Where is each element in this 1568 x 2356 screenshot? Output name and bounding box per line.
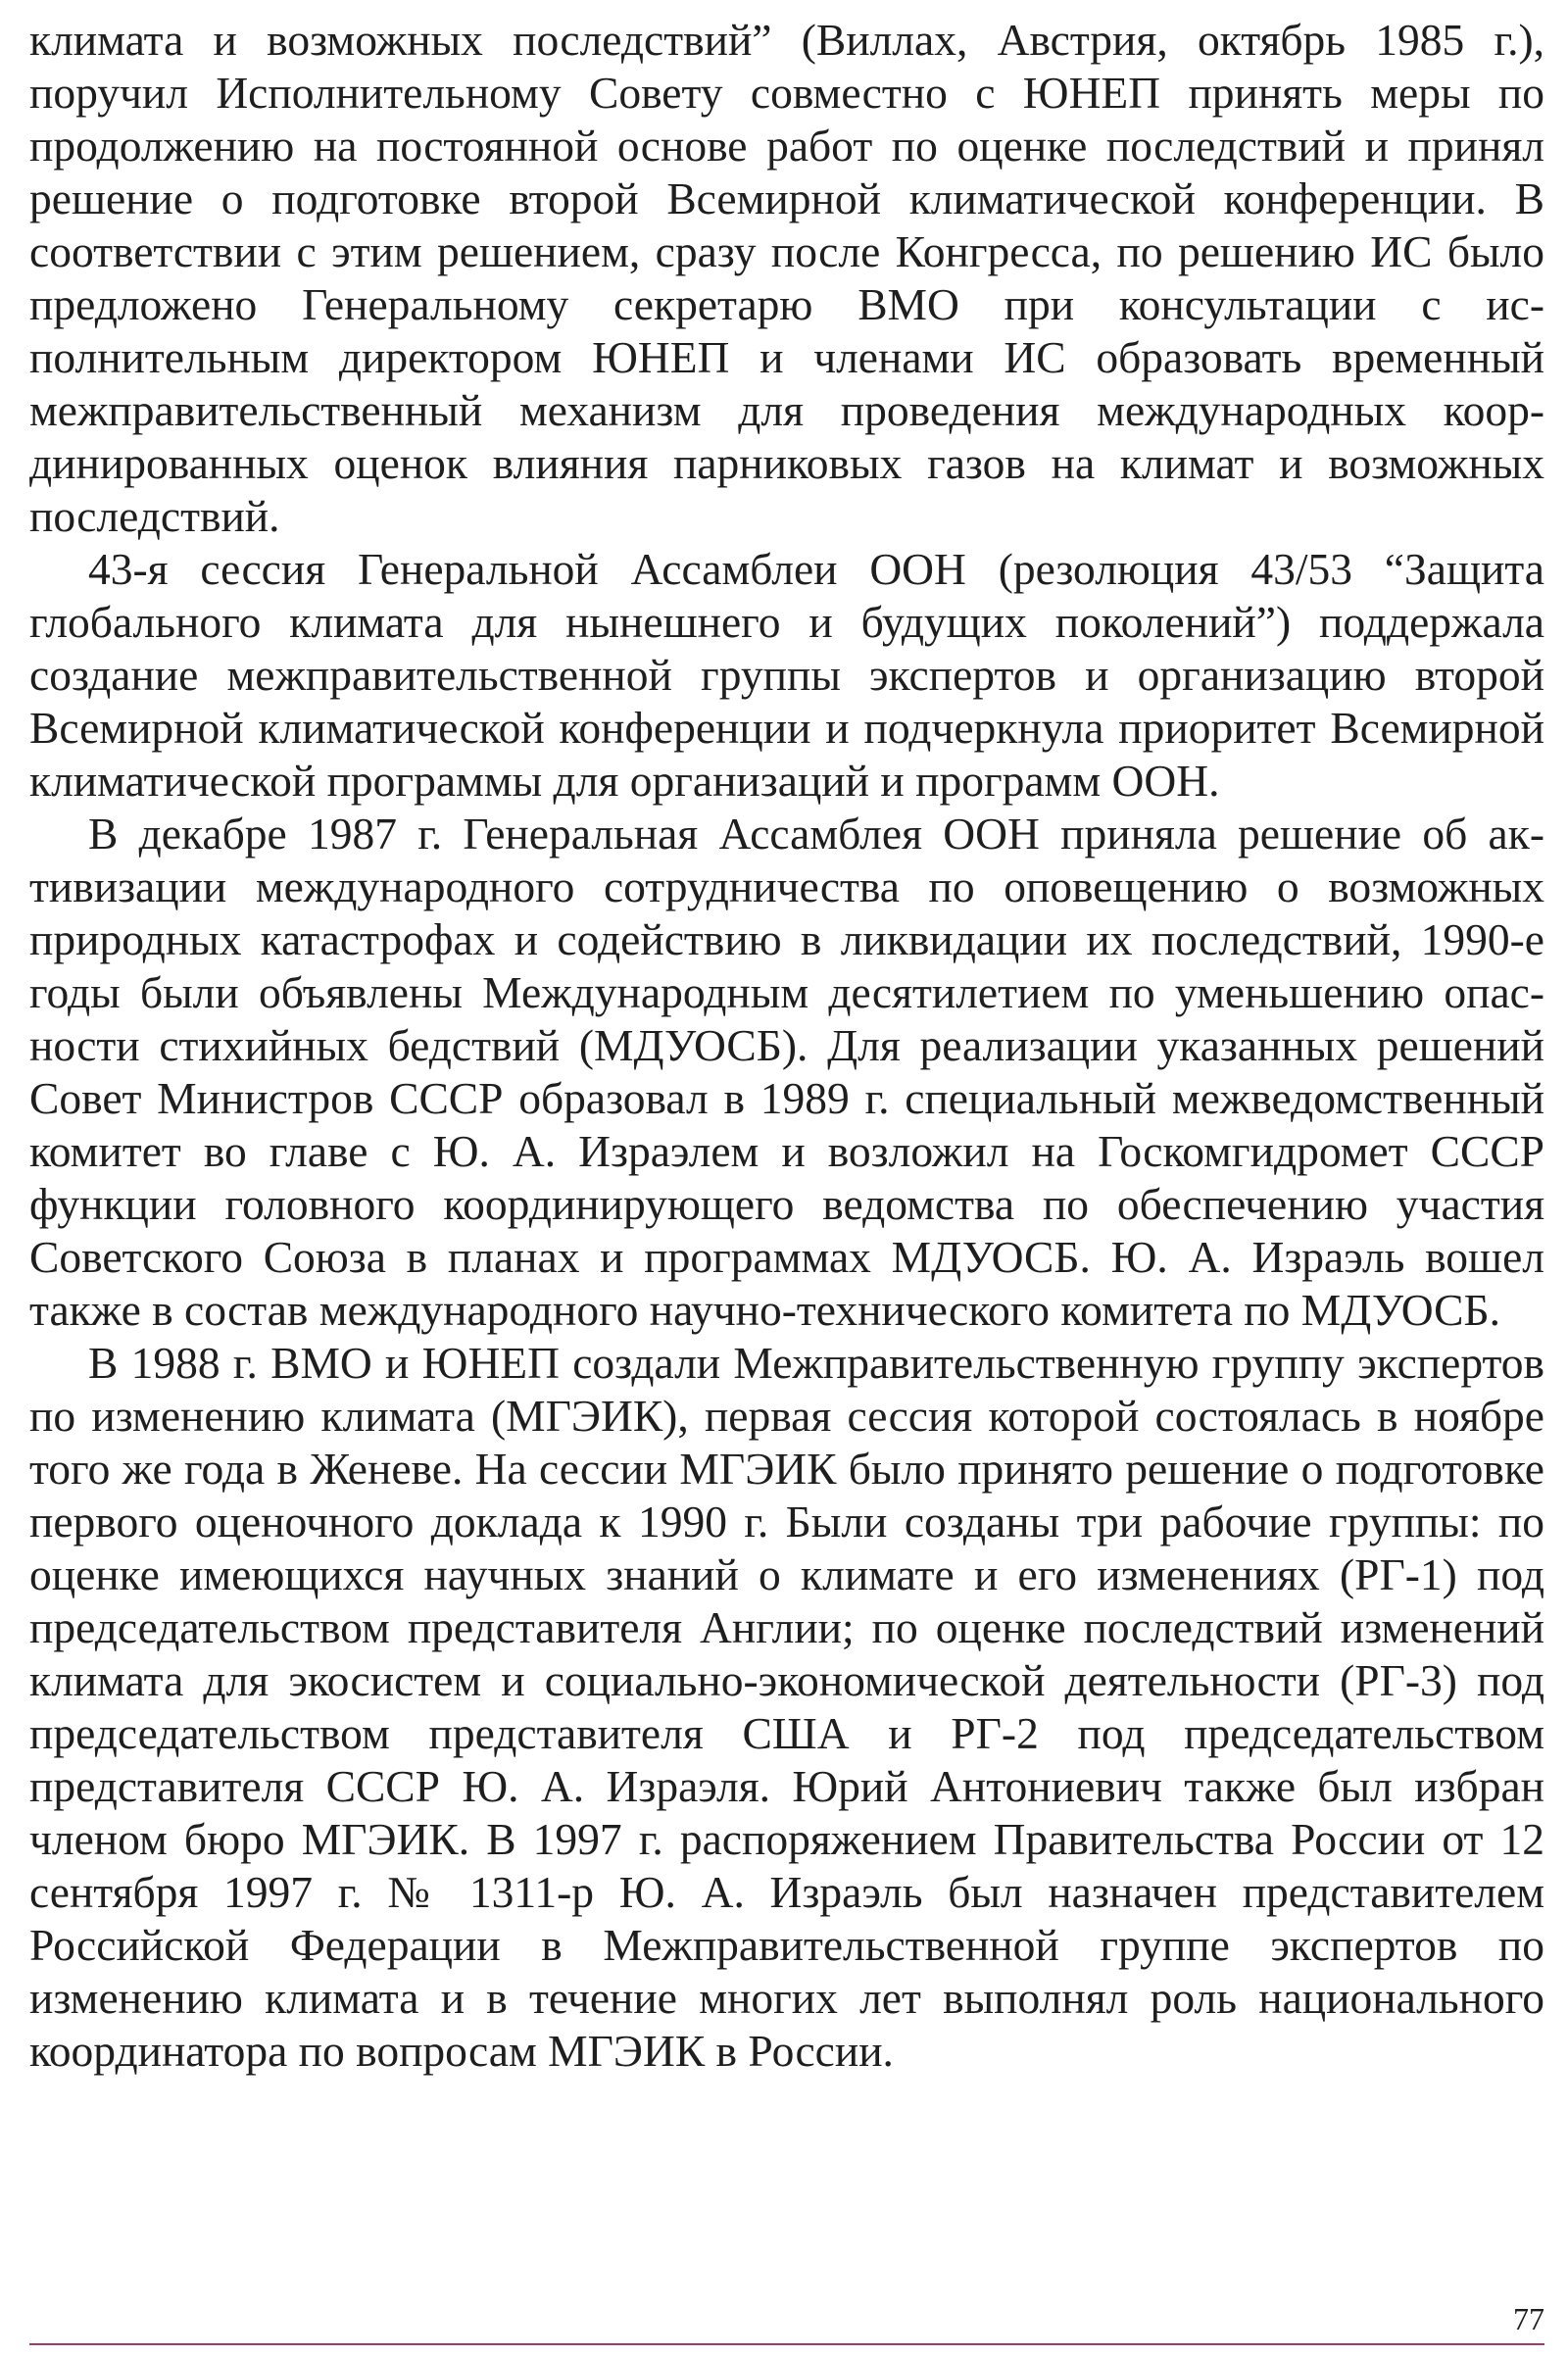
footer-rule xyxy=(29,2343,1544,2345)
paragraph-idndr: В декабре 1987 г. Генеральная Ассамблея ООН приняла решение об активизации международного сотрудничества по оповещению о возможных природных катастрофах и содействию в ликвидации их последствий, 1990-е годы были объявлены Международным десятилетием по уменьшению опасности стихийных бедствий (МДУОСБ). Для реализации указанных решений Совет Министров СССР образовал в 1989 г. специальный межведомственный комитет во главе с Ю. А. Израэлем и возложил на Госкомгидромет СССР функции головного координирующего ведомства по обеспечению участия Советского Союза в планах и программах МДУОСБ. Ю. А. Израэль вошел также в состав международного научно-технического комитета по МДУОСБ. xyxy=(29,809,1544,1335)
paragraph-un-resolution: 43-я сессия Генеральной Ассамблеи ООН (резолюция 43/53 “Защита глобального климата для нынешнего и будущих поколений”) поддержала создание межправительственной группы экспертов и организацию второй Всемирной климатической конференции и подчеркнула приоритет Всемирной климатической программы для организаций и программ ООН. xyxy=(29,544,1544,806)
page-number: 77 xyxy=(1513,2301,1544,2336)
paragraph-ipcc: В 1988 г. ВМО и ЮНЕП создали Межправительственную группу экспертов по изменению климата (МГЭИК), первая сессия которой состоялась в ноябре того же года в Женеве. На сессии МГЭИК было принято решение о подготовке первого оценочного доклада к 1990 г. Были созданы три рабочие группы: по оценке имеющихся научных знаний о климате и его изменениях (РГ-1) под председательством представителя Англии; по оценке последствий изменений климата для экосистем и социально-экономической деятельности (РГ-3) под председательством представителя США и РГ-2 под председательством представителя СССР Ю. А. Израэля. Юрий Антониевич также был избран членом бюро МГЭИК. В 1997 г. распоряжением Правительства России от 12 сентября 1997 г. № 1311-р Ю. А. Израэль был назначен представителем Российской Федерации в Межправительственной группе экспертов по изменению климата и в течение многих лет выполнял роль национального координатора по вопросам МГЭИК в России. xyxy=(29,1338,1544,2076)
page-body xyxy=(29,14,1544,2078)
paragraph-continuation: климата и возможных последствий” (Виллах, Австрия, октябрь 1985 г.), поручил Исполнительному Совету совместно с ЮНЕП принять меры по продолжению на постоянной основе работ по оценке последствий и принял решение о подготовке второй Всемирной климатической конференции. В соответствии с этим решением, сразу после Конгресса, по решению ИС было предложено Генеральному секретарю ВМО при консультации с исполнительным директором ЮНЕП и членами ИС образовать временный межправительственный механизм для проведения международных координированных оценок влияния парниковых газов на климат и возможных последствий. xyxy=(29,15,1544,541)
